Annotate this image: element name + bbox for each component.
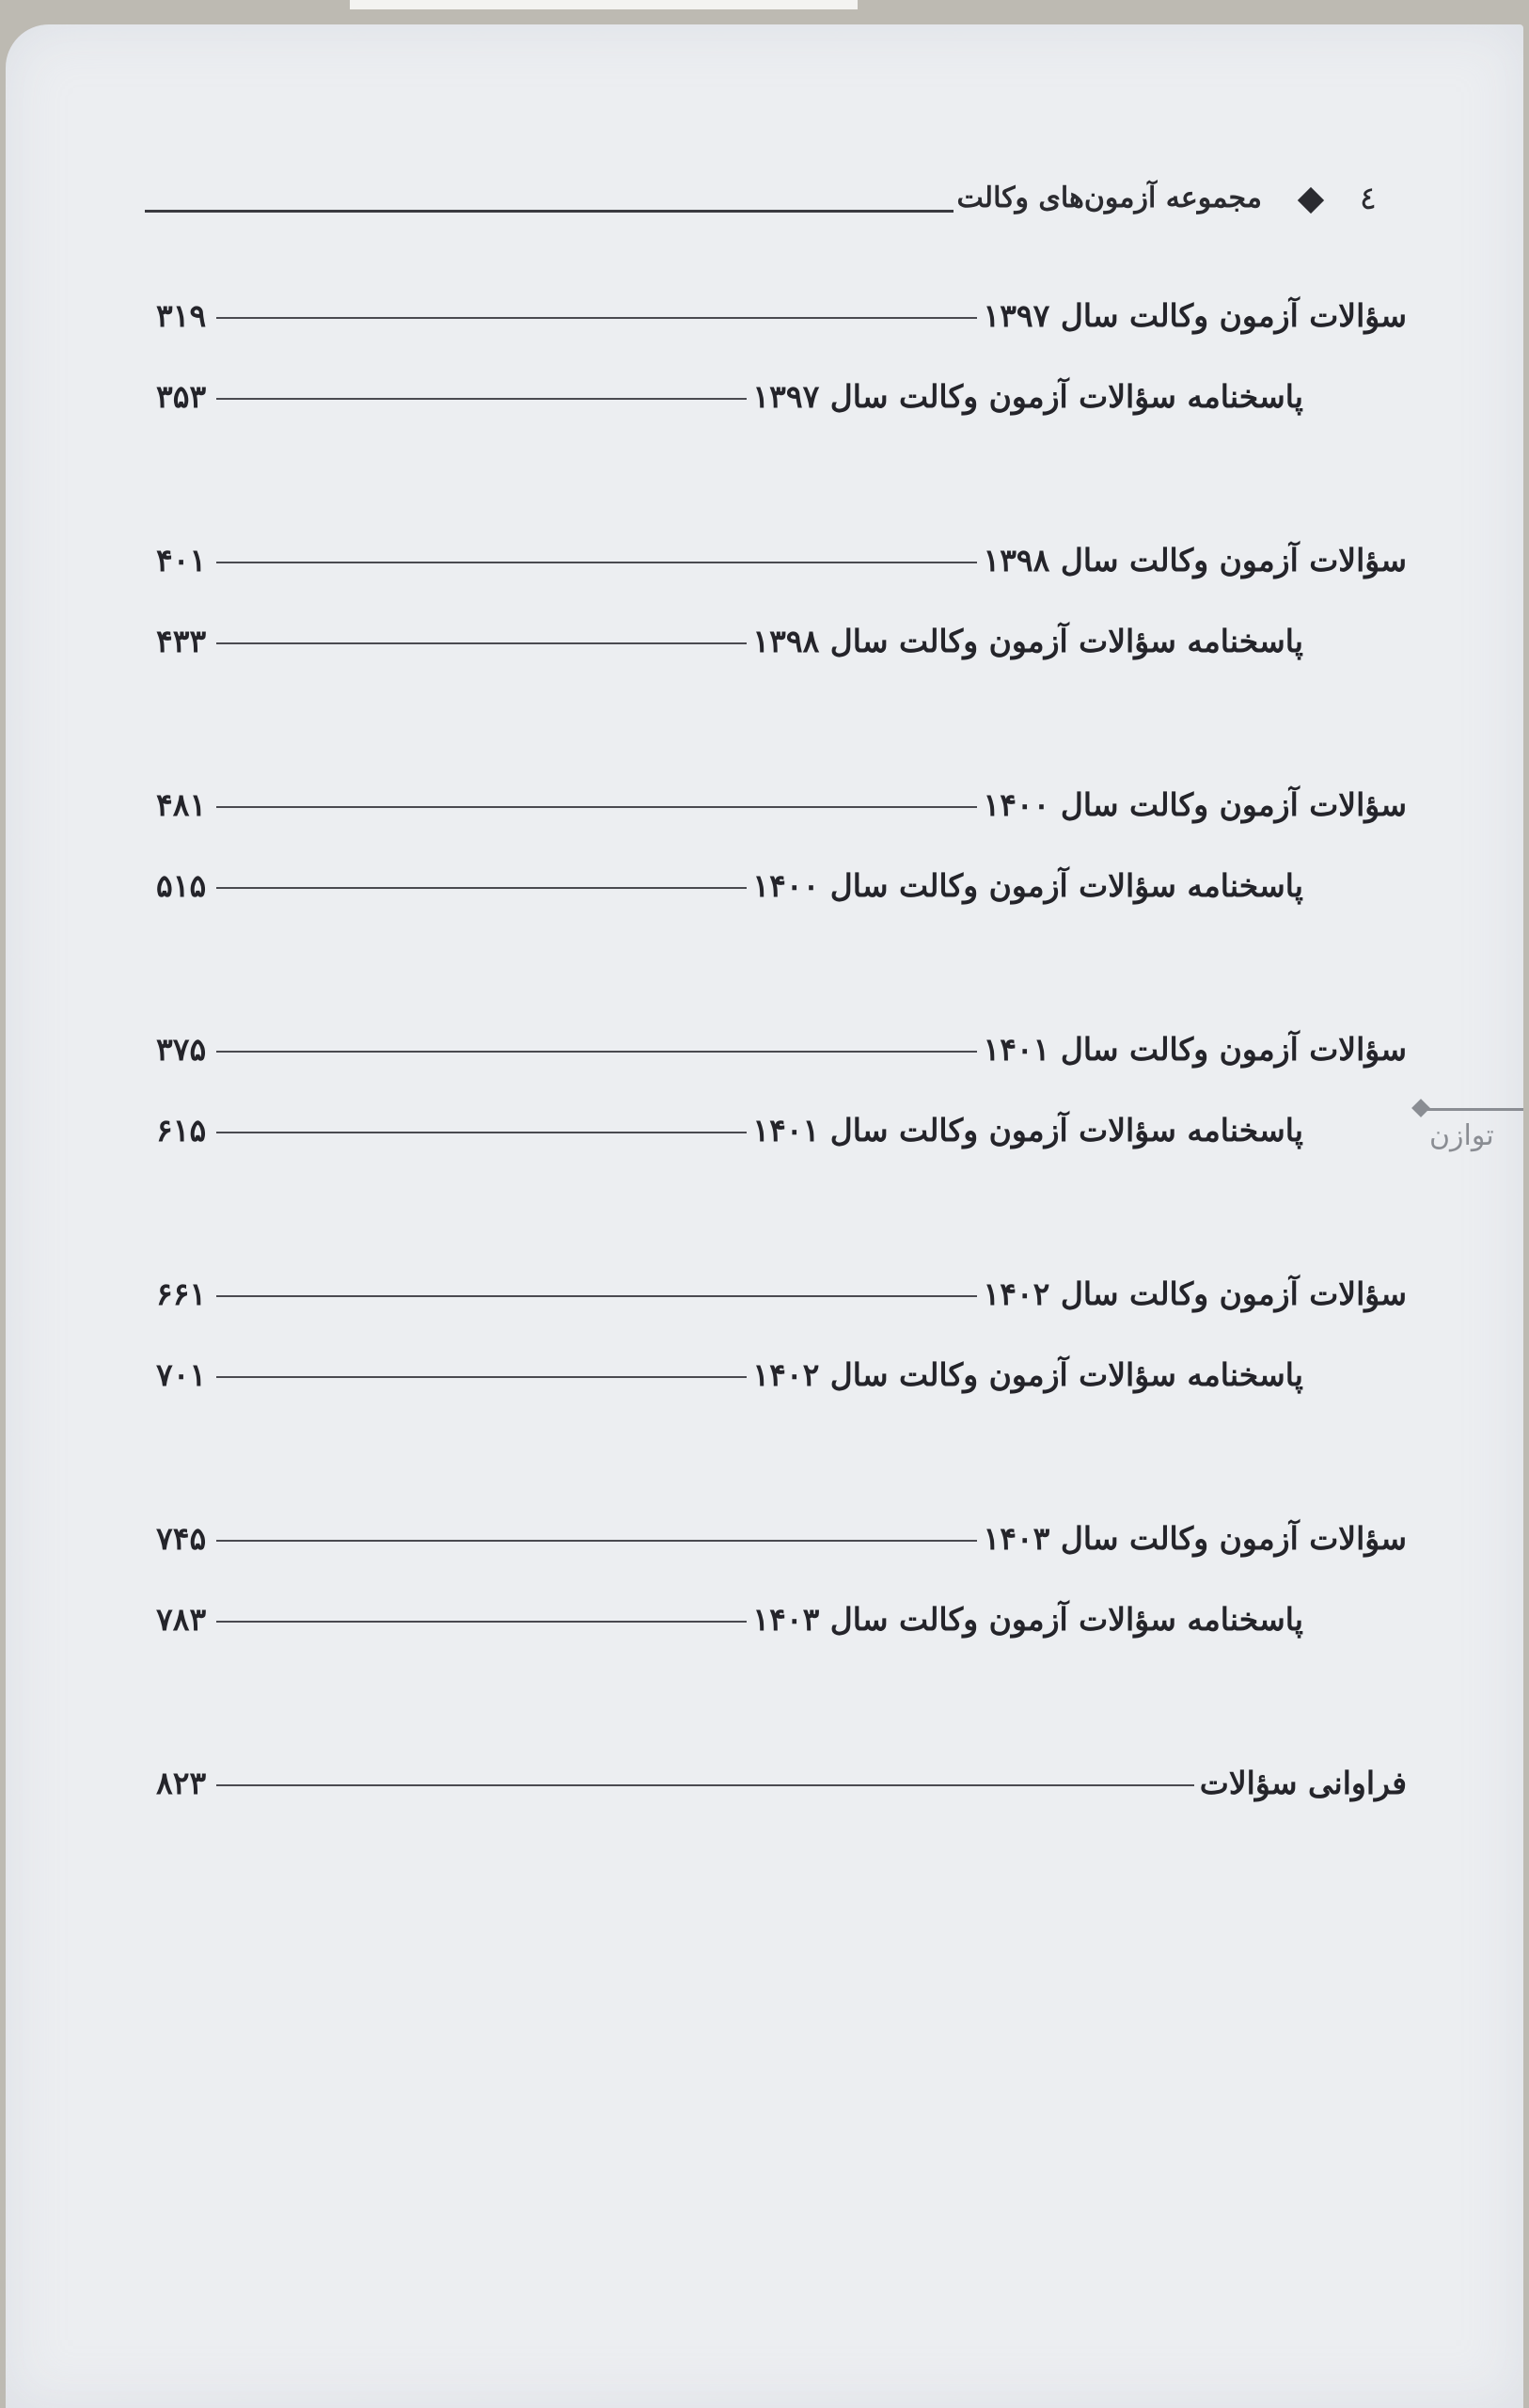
toc-entry[interactable] [156,1356,1407,1437]
toc-entry-title: پاسخنامه سؤالات آزمون وکالت سال ۱۳۹۷ [752,378,1303,415]
toc-leader-line [216,1132,747,1133]
toc-entry[interactable] [156,378,1407,459]
toc-entry-page: ۵۱۵ [156,867,207,904]
toc-entry-title: پاسخنامه سؤالات آزمون وکالت سال ۱۴۰۱ [752,1112,1303,1149]
toc-entry[interactable] [156,1601,1407,1682]
toc-group-1401 [156,1031,1407,1193]
toc-entry-page: ۴۸۱ [156,786,207,823]
header-title: مجموعه آزمون‌های وکالت [956,182,1262,214]
toc-entry[interactable] [156,542,1407,623]
toc-leader-line [216,562,977,563]
toc-group-1402 [156,1275,1407,1437]
diamond-icon [1411,1099,1430,1117]
toc-leader-line [216,317,977,319]
toc-leader-line [216,398,747,400]
toc-entry-page: ۳۵۳ [156,378,207,415]
toc-entry[interactable] [156,867,1407,948]
toc-entry-page: ۶۱۵ [156,1112,207,1149]
toc-entry[interactable] [156,297,1407,378]
toc-entry[interactable] [156,1520,1407,1601]
toc-entry-page: ۷۸۳ [156,1601,207,1638]
toc-leader-line [216,887,747,889]
toc-entry-title: سؤالات آزمون وکالت سال ۱۴۰۱ [983,1031,1407,1068]
toc-entry[interactable] [156,623,1407,704]
toc-leader-line [216,642,747,644]
side-tab-label: توازن [1429,1119,1494,1152]
book-page [6,24,1523,2408]
side-section-tab [1411,1104,1523,1161]
toc-entry-title: سؤالات آزمون وکالت سال ۱۴۰۰ [983,786,1407,823]
header-rule [145,210,954,213]
side-tab-line [1424,1108,1523,1111]
toc-leader-line [216,1621,747,1623]
toc-leader-line [216,806,977,808]
toc-leader-line [216,1784,1194,1786]
toc-group-1400 [156,786,1407,948]
toc-entry-page: ۶۶۱ [156,1275,207,1312]
toc-entry[interactable] [156,1112,1407,1193]
toc-leader-line [216,1051,977,1053]
toc-entry-page: ۴۰۱ [156,542,207,578]
toc-entry-title: سؤالات آزمون وکالت سال ۱۳۹۷ [983,297,1407,334]
toc-entry-title: پاسخنامه سؤالات آزمون وکالت سال ۱۴۰۲ [752,1356,1303,1393]
toc-group-frequency [156,1765,1407,1846]
toc-entry-page: ۴۳۳ [156,623,207,659]
toc-entry-page: ۸۲۳ [156,1765,207,1801]
toc-entry-title: پاسخنامه سؤالات آزمون وکالت سال ۱۴۰۰ [752,867,1303,904]
toc-entry-title: پاسخنامه سؤالات آزمون وکالت سال ۱۳۹۸ [752,623,1303,659]
toc-leader-line [216,1540,977,1542]
table-of-contents [156,297,1407,1928]
header-page-number: ٤ [1359,180,1377,217]
toc-entry-title: فراوانی سؤالات [1199,1765,1407,1801]
toc-entry-title: سؤالات آزمون وکالت سال ۱۴۰۲ [983,1275,1407,1312]
toc-group-1397 [156,297,1407,459]
toc-entry-page: ۳۷۵ [156,1031,207,1068]
diamond-icon [1298,187,1324,214]
toc-entry[interactable] [156,1275,1407,1356]
toc-group-1398 [156,542,1407,704]
toc-leader-line [216,1376,747,1378]
toc-entry[interactable] [156,1765,1407,1846]
toc-entry-page: ۷۴۵ [156,1520,207,1557]
running-header [145,180,1377,236]
toc-entry-page: ۳۱۹ [156,297,207,334]
toc-entry-page: ۷۰۱ [156,1356,207,1393]
toc-entry[interactable] [156,1031,1407,1112]
toc-entry-title: سؤالات آزمون وکالت سال ۱۴۰۳ [983,1520,1407,1557]
toc-group-1403 [156,1520,1407,1682]
top-paper-strip [350,0,858,9]
toc-entry[interactable] [156,786,1407,867]
toc-leader-line [216,1295,977,1297]
toc-entry-title: پاسخنامه سؤالات آزمون وکالت سال ۱۴۰۳ [752,1601,1303,1638]
toc-entry-title: سؤالات آزمون وکالت سال ۱۳۹۸ [983,542,1407,578]
